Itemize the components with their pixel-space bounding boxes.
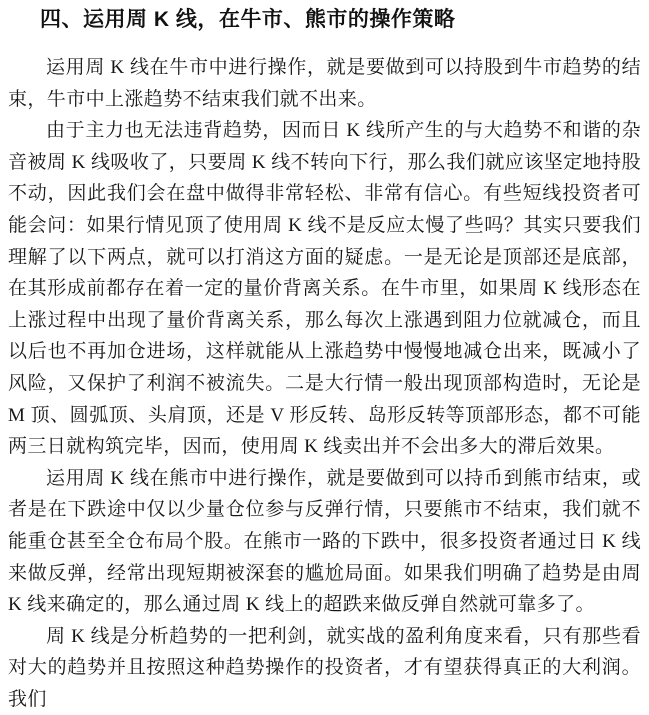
body-text [8,52,641,715]
paragraph: 由于主力也无法违背趋势，因而日 K 线所产生的与大趋势不和谐的杂音被周 K 线吸收了，只要周 K 线不转向下行，那么我们就应该坚定地持股不动，因此我们会在盘中做得非常轻松、非常有信心。有些短线投资者可能会问：如果行情见顶了使用周 K 线不是反应太慢了些吗？其实只要我们理解了以下两点，就可以打消这方面的疑虑。一是无论是顶部还是底部，在其形成前都存在着一定的量价背离关系。在牛市里，如果周 K 线形态在上涨过程中出现了量价背离关系，那么每次上涨遇到阻力位就减仓，而且以后也不再加仓进场，这样就能从上涨趋势中慢慢地减仓出来，既减小了风险，又保护了利润不被流失。二是大行情一般出现顶部构造时，无论是 M 顶、圆弧顶、头肩顶，还是 V 形反转、岛形反转等顶部形态，都不可能两三日就构筑完毕，因而，使用周 K 线卖出并不会出多大的滞后效果。 [8,120,641,458]
section-heading: 四、运用周 K 线，在牛市、熊市的操作策略 [40,8,456,31]
paragraph: 周 K 线是分析趋势的一把利剑，就实战的盈利角度来看，只有那些看对大的趋势并且按照这种趋势操作的投资者，才有望获得真正的大利润。我们 [8,625,641,710]
paragraph: 运用周 K 线在牛市中进行操作，就是要做到可以持股到牛市趋势的结束，牛市中上涨趋势不结束我们就不出来。 [8,57,641,110]
paragraph: 运用周 K 线在熊市中进行操作，就是要做到可以持币到熊市结束，或者是在下跌途中仅以少量仓位参与反弹行情，只要熊市不结束，我们就不能重仓甚至全仓布局个股。在熊市一路的下跌中，很多投资者通过日 K 线来做反弹，经常出现短期被深套的尴尬局面。如果我们明确了趋势是由周 K 线来确定的，那么通过周 K 线上的超跌来做反弹自然就可靠多了。 [8,467,641,616]
